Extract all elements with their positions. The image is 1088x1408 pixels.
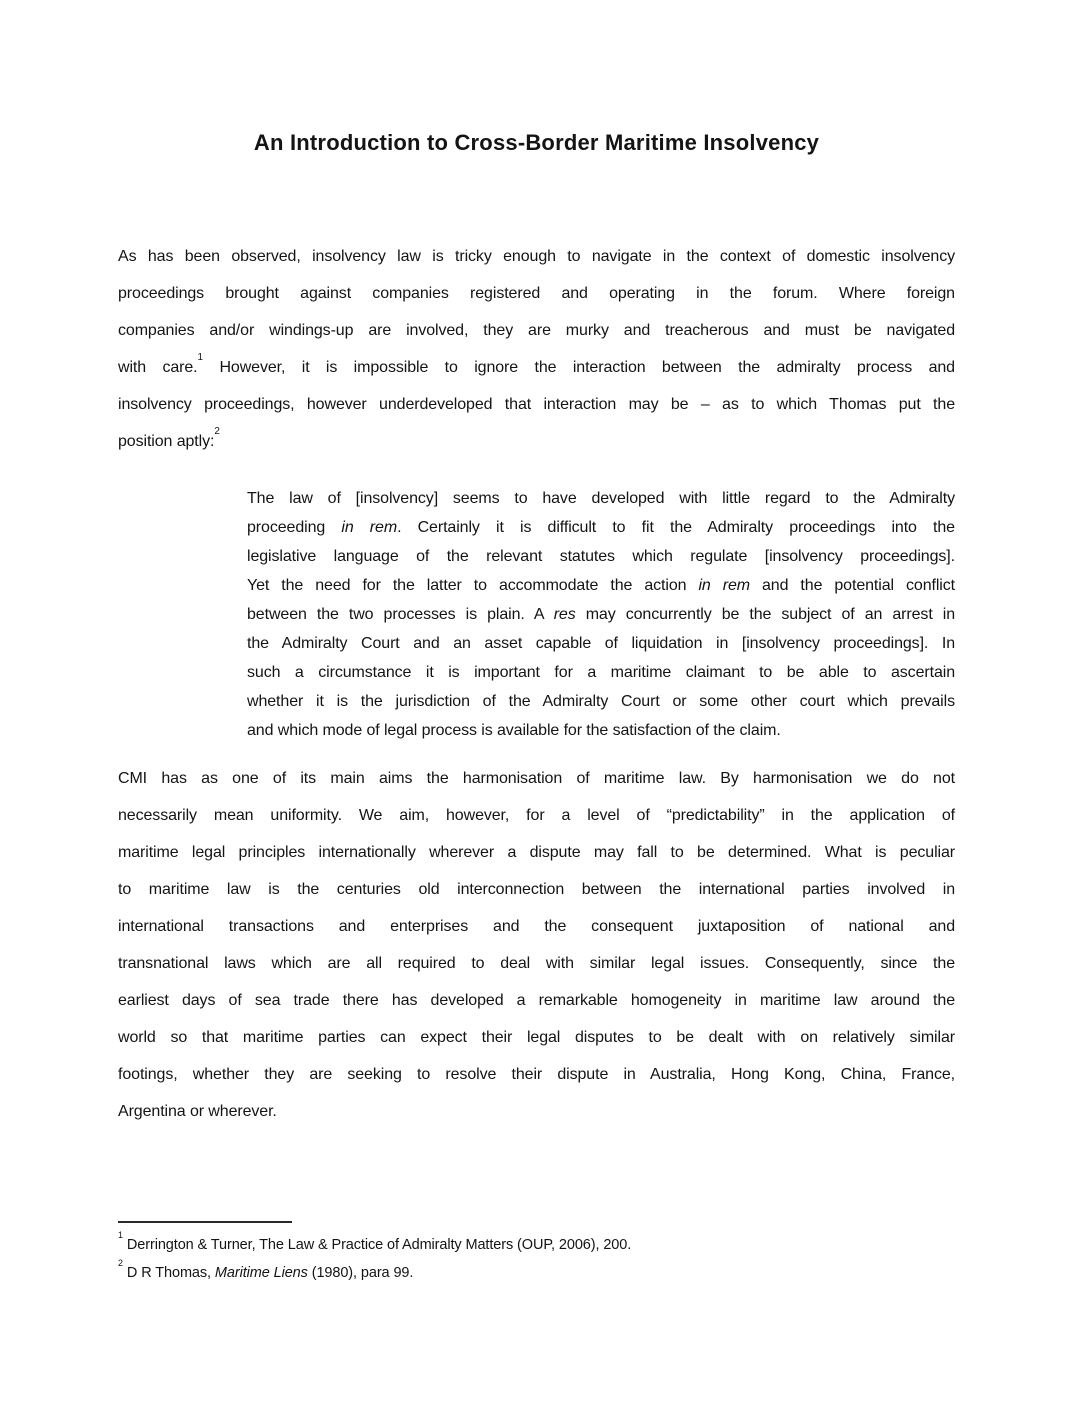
text-line: The law of [insolvency] seems to have developed with little regard to the Admiralty (247, 490, 955, 507)
text-segment: and the potential conflict (749, 577, 955, 594)
italic-text: in rem (341, 519, 398, 536)
intro-paragraph (118, 238, 955, 460)
text-segment: between the two processes is plain. A (247, 606, 554, 623)
text-line (118, 349, 955, 386)
text-line: transnational laws which are all required to deal with similar legal issues. Consequently, since the (118, 955, 955, 972)
text-line (247, 513, 955, 542)
text-segment: proceeding (247, 519, 342, 536)
text-line: CMI has as one of its main aims the harmonisation of maritime law. By harmonisation we do not (118, 770, 955, 787)
text-line: to maritime law is the centuries old interconnection between the international parties involved in (118, 881, 955, 898)
footnotes-section (118, 1231, 955, 1287)
text-segment: position aptly: (118, 433, 215, 450)
text-line: footings, whether they are seeking to resolve their dispute in Australia, Hong Kong, China, France, (118, 1066, 955, 1083)
footnote-1 (118, 1231, 955, 1259)
block-quote (247, 484, 955, 745)
text-segment: However, it is impossible to ignore the interaction between the admiralty process and (203, 359, 955, 376)
italic-text: in rem (698, 577, 750, 594)
footnote-text: (1980), para 99. (307, 1265, 414, 1281)
text-line: legislative language of the relevant statutes which regulate [insolvency proceedings]. (247, 548, 955, 565)
text-line: such a circumstance it is important for a maritime claimant to be able to ascertain (247, 664, 955, 681)
italic-text: Maritime Liens (214, 1265, 308, 1281)
text-line: and which mode of legal process is available for the satisfaction of the claim. (247, 722, 781, 739)
footnote-ref-2: 2 (214, 426, 220, 438)
text-line (118, 423, 955, 460)
text-line: the Admiralty Court and an asset capable of liquidation in [insolvency proceedings]. In (247, 635, 955, 652)
document-title: An Introduction to Cross-Border Maritime Insolvency (253, 130, 820, 155)
footnote-marker-2: 2 (118, 1258, 123, 1269)
footnote-ref-1: 1 (197, 352, 204, 364)
text-segment: Yet the need for the latter to accommodate the action (247, 577, 699, 594)
footnote-text: D R Thomas, (123, 1265, 215, 1281)
text-line: international transactions and enterprises and the consequent juxtaposition of national and (118, 918, 955, 935)
body-paragraph (118, 760, 955, 1130)
text-line (247, 571, 955, 600)
italic-text: res (553, 606, 576, 623)
text-line: As has been observed, insolvency law is tricky enough to navigate in the context of domestic insolvency (118, 248, 955, 265)
text-line: necessarily mean uniformity. We aim, however, for a level of “predictability” in the application of (118, 807, 955, 824)
text-line (247, 600, 955, 629)
text-line: companies and/or windings-up are involved, they are murky and treacherous and must be navigated (118, 322, 955, 339)
footnote-separator (118, 1221, 292, 1223)
text-line: whether it is the jurisdiction of the Admiralty Court or some other court which prevails (247, 693, 955, 710)
text-line: world so that maritime parties can expect their legal disputes to be dealt with on relatively similar (118, 1029, 955, 1046)
text-line: maritime legal principles internationally wherever a dispute may fall to be determined. What is peculiar (118, 844, 955, 861)
text-line: insolvency proceedings, however underdeveloped that interaction may be – as to which Thomas put the (118, 396, 955, 413)
footnote-2 (118, 1259, 955, 1287)
text-segment: with care. (118, 359, 198, 376)
footnote-marker-1: 1 (118, 1230, 123, 1241)
text-line: proceedings brought against companies registered and operating in the forum. Where foreign (118, 285, 955, 302)
text-line: earliest days of sea trade there has developed a remarkable homogeneity in maritime law around the (118, 992, 955, 1009)
text-segment: . Certainly it is difficult to fit the Admiralty proceedings into the (397, 519, 955, 536)
text-segment: may concurrently be the subject of an arrest in (575, 606, 955, 623)
footnote-text: Derrington & Turner, The Law & Practice of Admiralty Matters (OUP, 2006), 200. (123, 1237, 632, 1253)
text-line: Argentina or wherever. (118, 1103, 277, 1120)
